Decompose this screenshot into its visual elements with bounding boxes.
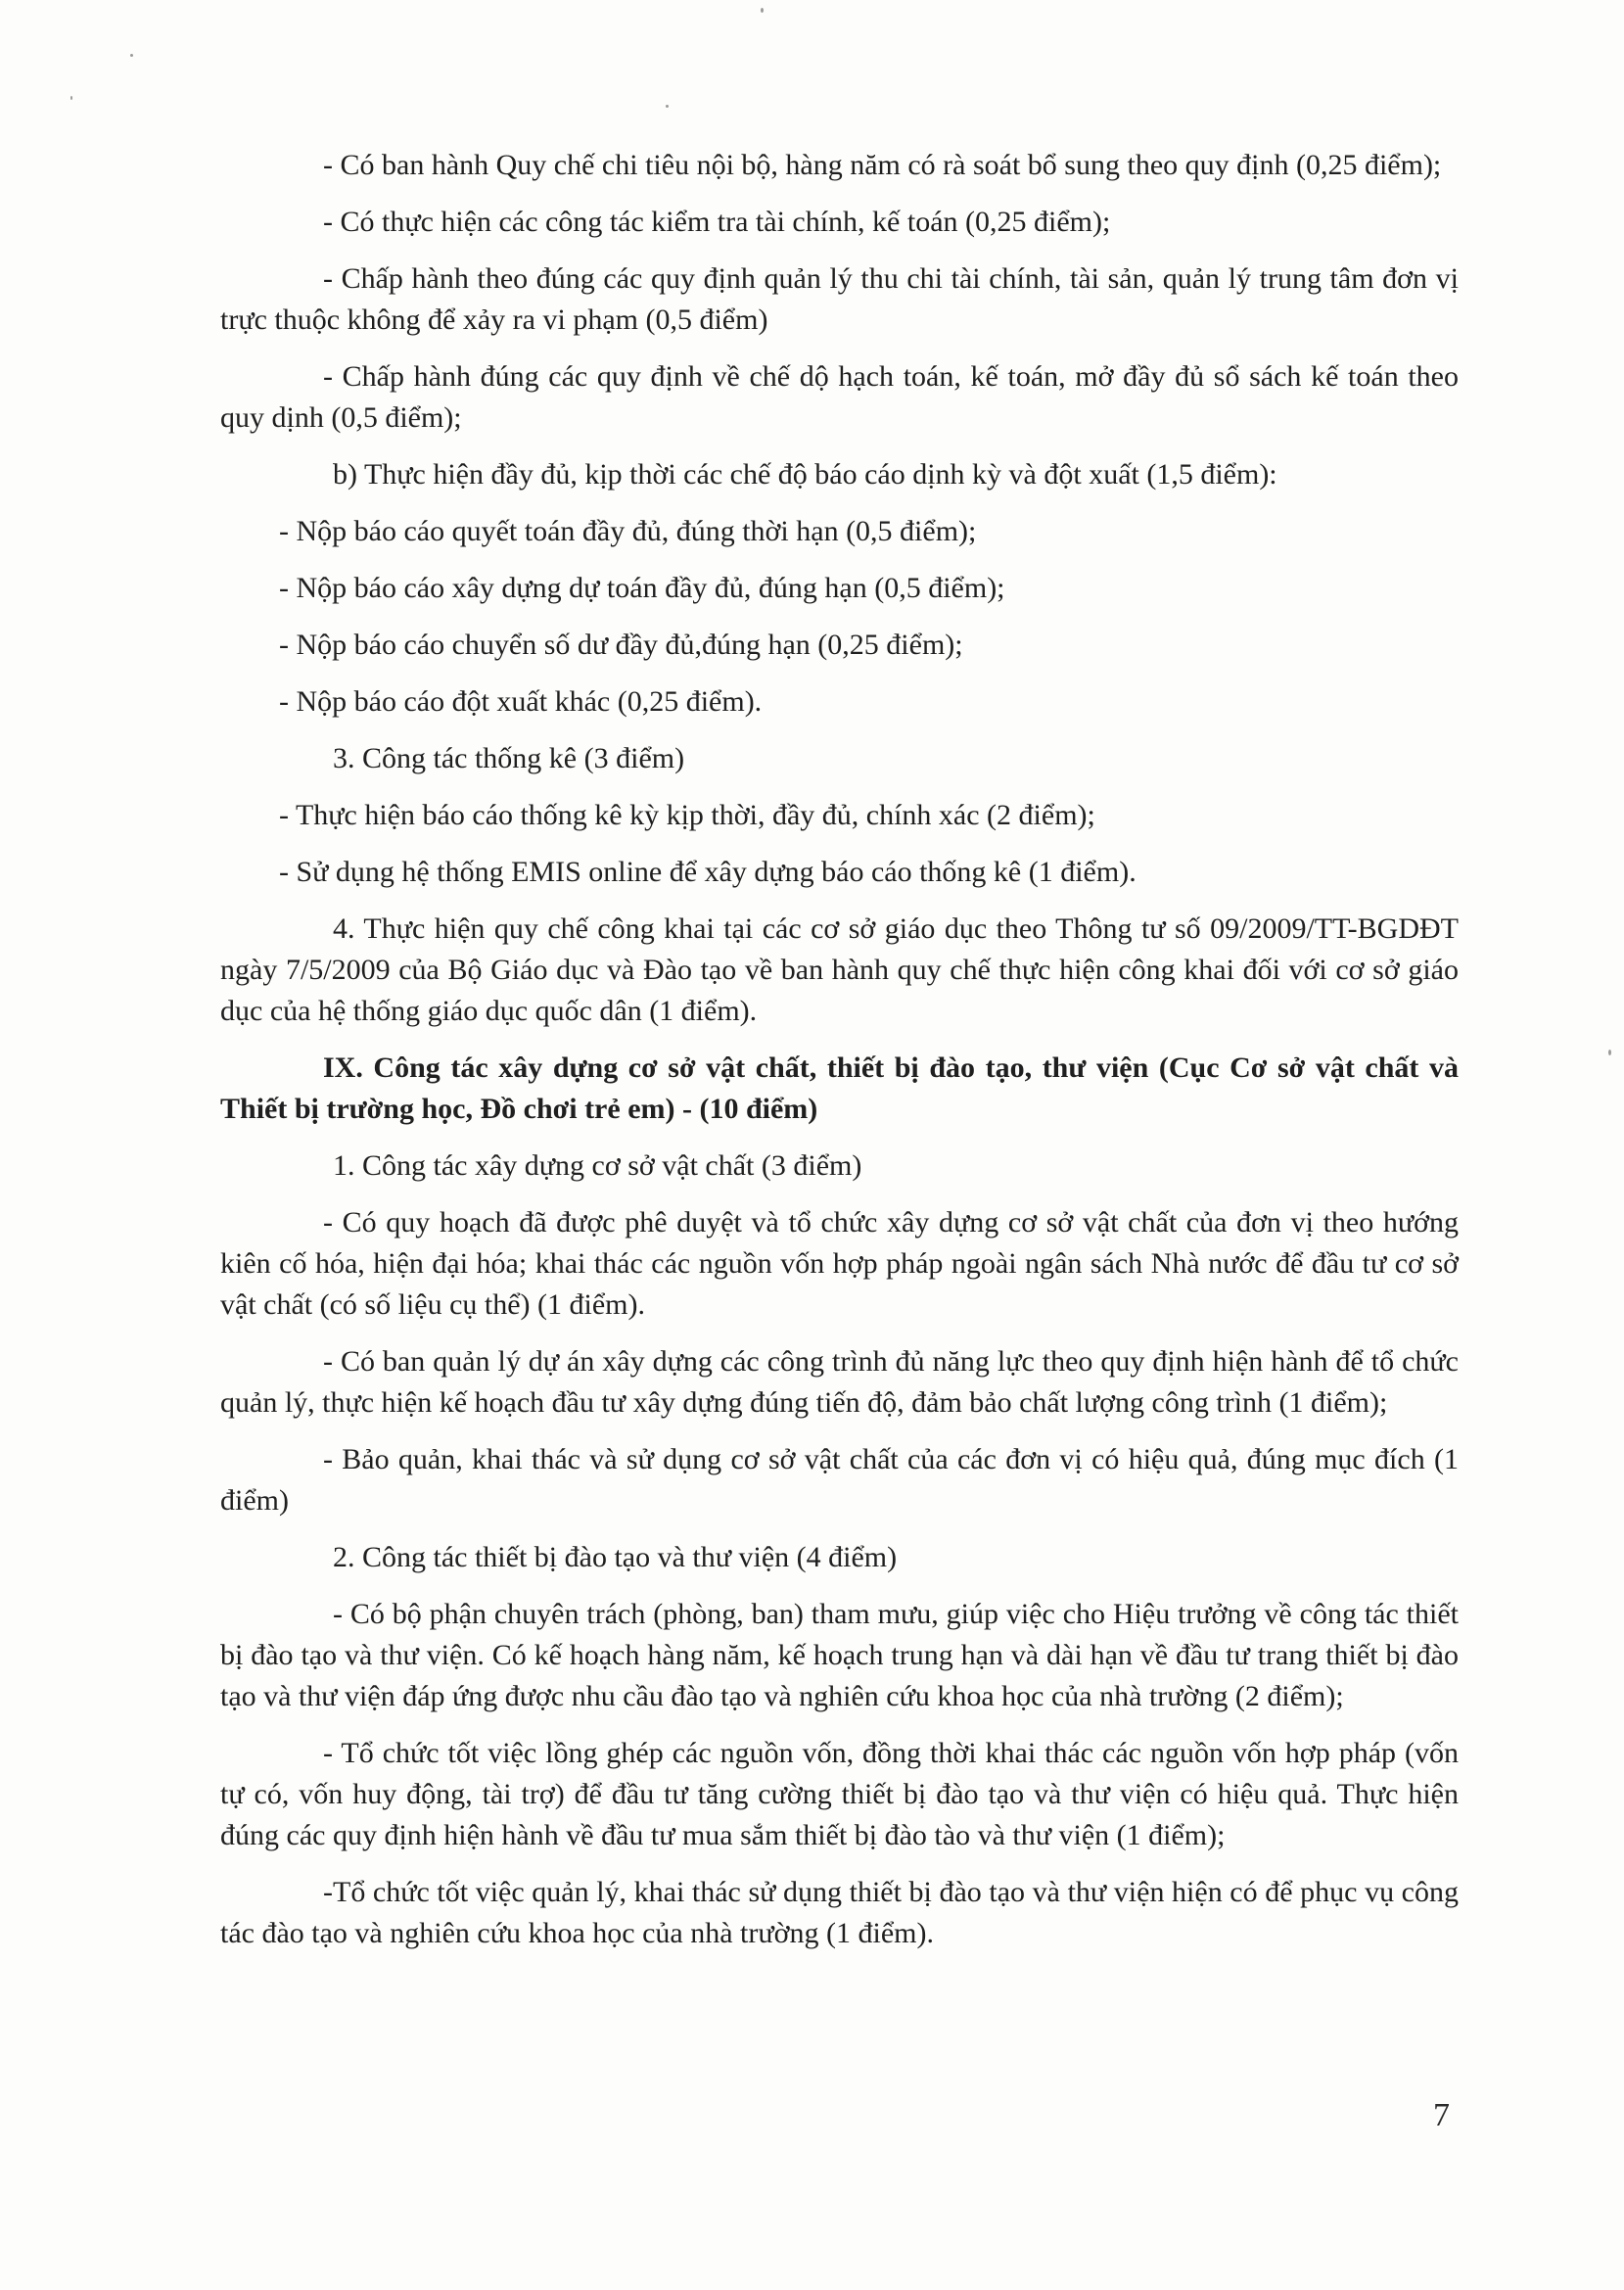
paragraph-reporting-regime: b) Thực hiện đầy đủ, kịp thời các chế độ báo cáo dịnh kỳ và đột xuất (1,5 điểm): <box>333 458 1277 491</box>
paragraph-estimate-report: - Nộp báo cáo xây dựng dự toán đầy đủ, đúng hạn (0,5 điểm); <box>279 572 1005 604</box>
paragraph-settlement-report: - Nộp báo cáo quyết toán đầy đủ, đúng thời hạn (0,5 điểm); <box>279 515 977 547</box>
paragraph-financial-audit: - Có thực hiện các công tác kiểm tra tài chính, kế toán (0,25 điểm); <box>323 206 1111 238</box>
page-number: 7 <box>1433 2097 1450 2133</box>
paragraph-financial-management: - Chấp hành theo đúng các quy định quản lý thu chi tài chính, tài sản, quản lý trung tâm đơn vị trực thuộc không để xảy ra vi phạm (0,5 điểm) <box>220 262 1459 336</box>
paragraph-dedicated-department: - Có bộ phận chuyên trách (phòng, ban) tham mưu, giúp việc cho Hiệu trưởng về công tác thiết bị đào tạo và thư viện. Có kế hoạch hàng năm, kế hoạch trung hạn và dài hạn về đầu tư trang thiết bị đào tạo và thư viện đáp ứng được nhu cầu đào tạo và nghiên cứu khoa học của nhà trường (2 điểm); <box>220 1598 1459 1712</box>
paragraph-statistics-report: - Thực hiện báo cáo thống kê kỳ kịp thời, đầy đủ, chính xác (2 điểm); <box>279 799 1095 831</box>
scan-speck <box>761 8 764 13</box>
paragraph-balance-transfer-report: - Nộp báo cáo chuyển số dư đầy đủ,đúng hạn (0,25 điểm); <box>279 629 963 661</box>
paragraph-equipment-use: -Tổ chức tốt việc quản lý, khai thác sử dụng thiết bị đào tạo và thư viện hiện có để phục vụ công tác đào tạo và nghiên cứu khoa học của nhà trường (1 điểm). <box>220 1876 1459 1949</box>
paragraph-accounting-regime: - Chấp hành đúng các quy định về chế dộ hạch toán, kế toán, mở đầy đủ sổ sách kế toán theo quy dịnh (0,5 điểm); <box>220 360 1459 434</box>
paragraph-infrastructure-planning: - Có quy hoạch đã được phê duyệt và tổ chức xây dựng cơ sở vật chất của đơn vị theo hướng kiên cố hóa, hiện đại hóa; khai thác các nguồn vốn hợp pháp ngoài ngân sách Nhà nước để đầu tư cơ sở vật chất (có số liệu cụ thể) (1 điểm). <box>220 1206 1459 1321</box>
scan-speck <box>70 96 72 100</box>
paragraph-infrastructure-use: - Bảo quản, khai thác và sử dụng cơ sở vật chất của các đơn vị có hiệu quả, đúng mục đích (1 điểm) <box>220 1443 1459 1517</box>
paragraph-internal-spending-rules: - Có ban hành Quy chế chi tiêu nội bộ, hàng năm có rà soát bổ sung theo quy định (0,25 điểm); <box>323 149 1442 181</box>
paragraph-project-management-board: - Có ban quản lý dự án xây dựng các công trình đủ năng lực theo quy định hiện hành để tổ chức quản lý, thực hiện kế hoạch đầu tư xây dựng đúng tiến độ, đảm bảo chất lượng công trình (1 điểm); <box>220 1345 1459 1419</box>
section-infrastructure-title: 1. Công tác xây dựng cơ sở vật chất (3 điểm) <box>333 1149 862 1182</box>
paragraph-emis-online: - Sử dụng hệ thống EMIS online để xây dựng báo cáo thống kê (1 điểm). <box>279 856 1137 888</box>
section-ix-heading: IX. Công tác xây dựng cơ sở vật chất, thiết bị đào tạo, thư viện (Cục Cơ sở vật chất và Thiết bị trường học, Đồ chơi trẻ em) - (10 điểm) <box>220 1052 1459 1125</box>
document-body <box>220 145 1459 1970</box>
paragraph-ad-hoc-report: - Nộp báo cáo đột xuất khác (0,25 điểm). <box>279 685 763 718</box>
scan-speck <box>1608 1050 1611 1055</box>
paragraph-public-disclosure: 4. Thực hiện quy chế công khai tại các cơ sở giáo dục theo Thông tư số 09/2009/TT-BGDĐT ngày 7/5/2009 của Bộ Giáo dục và Đào tạo về ban hành quy chế thực hiện công khai đối với cơ sở giáo dục của hệ thống giáo dục quốc dân (1 điểm). <box>220 912 1459 1027</box>
scan-speck <box>666 105 669 108</box>
section-statistics-title: 3. Công tác thống kê (3 điểm) <box>333 742 685 774</box>
paragraph-capital-sources: - Tổ chức tốt việc lồng ghép các nguồn vốn, đồng thời khai thác các nguồn vốn hợp pháp (vốn tự có, vốn huy động, tài trợ) để đầu tư tăng cường thiết bị đào tạo và thư viện có hiệu quả. Thực hiện đúng các quy định hiện hành về đầu tư mua sắm thiết bị đào tào và thư viện (1 điểm); <box>220 1737 1459 1851</box>
section-equipment-library-title: 2. Công tác thiết bị đào tạo và thư viện (4 điểm) <box>333 1541 898 1573</box>
scan-speck <box>130 54 133 57</box>
